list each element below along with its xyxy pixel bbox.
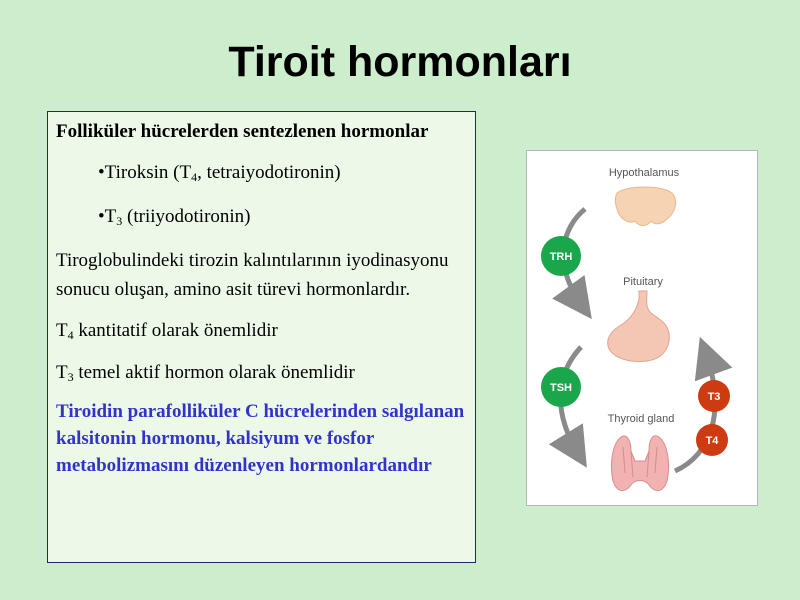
t3-label: T3 <box>707 391 721 403</box>
label-hypothalamus: Hypothalamus <box>608 167 680 179</box>
tsh-badge <box>541 367 581 407</box>
pituitary-organ <box>608 291 670 362</box>
slide-title: Tiroit hormonları <box>228 38 572 86</box>
t4-badge <box>696 424 728 456</box>
text-line-t4: $T_4$ kantitatif olarak önemlidir <box>56 320 278 342</box>
trh-badge <box>541 236 581 276</box>
text-heading: Folliküler hücrelerden sentezlenen hormonlar <box>56 121 429 142</box>
thyroid-organ <box>611 436 668 491</box>
tsh-label: TSH <box>550 382 572 394</box>
trh-label: TRH <box>549 251 573 263</box>
diagram-svg <box>527 151 757 505</box>
label-pituitary: Pituitary <box>623 276 663 288</box>
thyroid-axis-diagram <box>526 150 758 506</box>
bullet-t3: $•T_3$ (triiyodotironin) <box>98 206 251 228</box>
text-box <box>47 111 476 563</box>
t4-label: T4 <box>705 435 719 447</box>
text-highlight-kalsitonin: Tiroidin parafolliküler C hücrelerinden salgılanan kalsitonin hormonu, kalsiyum ve fosfor metabolizmasını düzenleyen hormonlardandır <box>56 401 465 476</box>
hypothalamus-organ <box>616 187 676 226</box>
text-line-t3: $T_3$ temel aktif hormon olarak önemlidir <box>56 362 355 384</box>
label-thyroid: Thyroid gland <box>607 413 675 425</box>
text-paragraph-tiroglobulin: Tiroglobulindeki tirozin kalıntılarının iyodinasyonu sonucu oluşan, amino asit türevi hormonlardır. <box>56 250 449 300</box>
t3-badge <box>698 380 730 412</box>
bullet-tiroksin: •Tiroksin ($T_4$, tetraiyodotironin) <box>98 162 341 184</box>
